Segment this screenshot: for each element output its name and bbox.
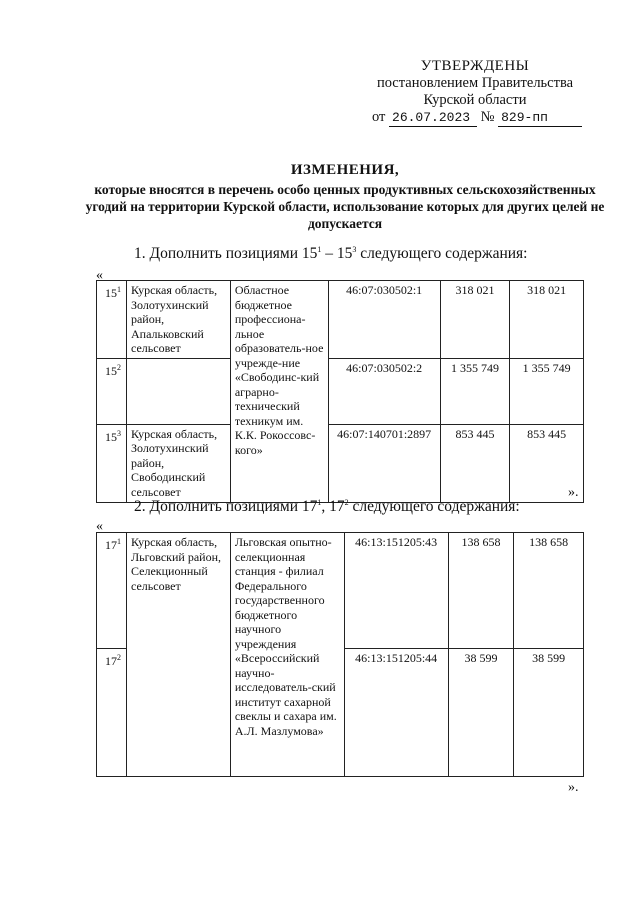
area-cell: 38 599 xyxy=(514,649,584,777)
row-number: $15^1$ xyxy=(97,281,127,359)
item-1-sup-a: 1 xyxy=(317,245,322,254)
location-cell: Курская область, Золотухинский район, Апальковский сельсовет xyxy=(126,281,230,359)
item-2-lead: 2. Дополнить позициями 17 xyxy=(134,498,318,516)
item-1-text xyxy=(134,245,527,263)
document-heading xyxy=(60,162,630,232)
item-2-close-quote: ». xyxy=(568,780,579,795)
item-1-sup-b: 3 xyxy=(352,245,357,254)
area-cell: 853 445 xyxy=(510,424,584,502)
item-1-dash: – 15 xyxy=(321,245,353,263)
table-2 xyxy=(96,532,584,777)
location-cell: Курская область, Льговский район, Селекционный сельсовет xyxy=(126,533,230,777)
location-cell: Курская область, Золотухинский район, Свободинский сельсовет xyxy=(126,424,230,502)
row-number: $17^1$ xyxy=(97,533,127,649)
document-title: ИЗМЕНЕНИЯ, xyxy=(290,162,400,178)
area-cell: 38 599 xyxy=(448,649,514,777)
approval-date-line xyxy=(360,109,590,127)
item-2-open-quote: « xyxy=(96,519,103,534)
area-cell: 853 445 xyxy=(440,424,510,502)
location-cell xyxy=(126,358,230,424)
item-2-sup-a: 1 xyxy=(317,498,322,507)
document-subtitle: которые вносятся в перечень особо ценных продуктивных сельскохозяйственных угодий на территории Курской области, использование которых для других целей не допускается xyxy=(85,182,605,231)
table-row xyxy=(97,424,584,502)
item-1-close-quote: ». xyxy=(568,485,579,500)
cadastral-cell: 46:07:140701:2897 xyxy=(328,424,440,502)
date-prefix: от xyxy=(372,109,386,125)
area-cell: 318 021 xyxy=(440,281,510,359)
table-1 xyxy=(96,280,584,503)
approval-number: 829-пп xyxy=(498,109,582,127)
row-number: $15^3$ xyxy=(97,424,127,502)
approval-title: УТВЕРЖДЕНЫ xyxy=(420,58,530,74)
cadastral-cell: 46:07:030502:2 xyxy=(328,358,440,424)
owner-cell: Льговская опытно-селекционная станция - филиал Федерального государственного бюджетного научного учреждения «Всероссийский научно-исследователь-ский институт сахарной свеклы и сахара им. А.Л. Мазлумова» xyxy=(230,533,344,777)
area-cell: 318 021 xyxy=(510,281,584,359)
number-prefix: № xyxy=(480,109,495,125)
approval-line-1: постановлением Правительства xyxy=(376,75,574,91)
table-row xyxy=(97,281,584,359)
item-2-comma: , 17 xyxy=(321,498,345,516)
table-row xyxy=(97,533,584,649)
owner-cell: Областное бюджетное профессиона-льное образователь-ное учрежде-ние «Свободинс-кий аграрно-технический техникум им. К.К. Рокоссовс-кого» xyxy=(230,281,328,503)
approval-stamp xyxy=(360,58,590,127)
item-1-open-quote: « xyxy=(96,268,103,283)
item-1-lead: 1. Дополнить позициями 15 xyxy=(134,245,318,263)
approval-date: 26.07.2023 xyxy=(389,109,477,127)
area-cell: 138 658 xyxy=(514,533,584,649)
table-row xyxy=(97,358,584,424)
cadastral-cell: 46:13:151205:43 xyxy=(344,533,448,649)
row-number: $15^2$ xyxy=(97,358,127,424)
approval-line-2: Курской области xyxy=(423,92,527,108)
item-2-sup-b: 2 xyxy=(344,498,349,507)
area-cell: 1 355 749 xyxy=(440,358,510,424)
cadastral-cell: 46:13:151205:44 xyxy=(344,649,448,777)
row-number: $17^2$ xyxy=(97,649,127,777)
cadastral-cell: 46:07:030502:1 xyxy=(328,281,440,359)
item-1-tail: следующего содержания: xyxy=(356,245,528,263)
item-2-text xyxy=(134,498,520,516)
area-cell: 1 355 749 xyxy=(510,358,584,424)
item-2-tail: следующего содержания: xyxy=(348,498,520,516)
area-cell: 138 658 xyxy=(448,533,514,649)
